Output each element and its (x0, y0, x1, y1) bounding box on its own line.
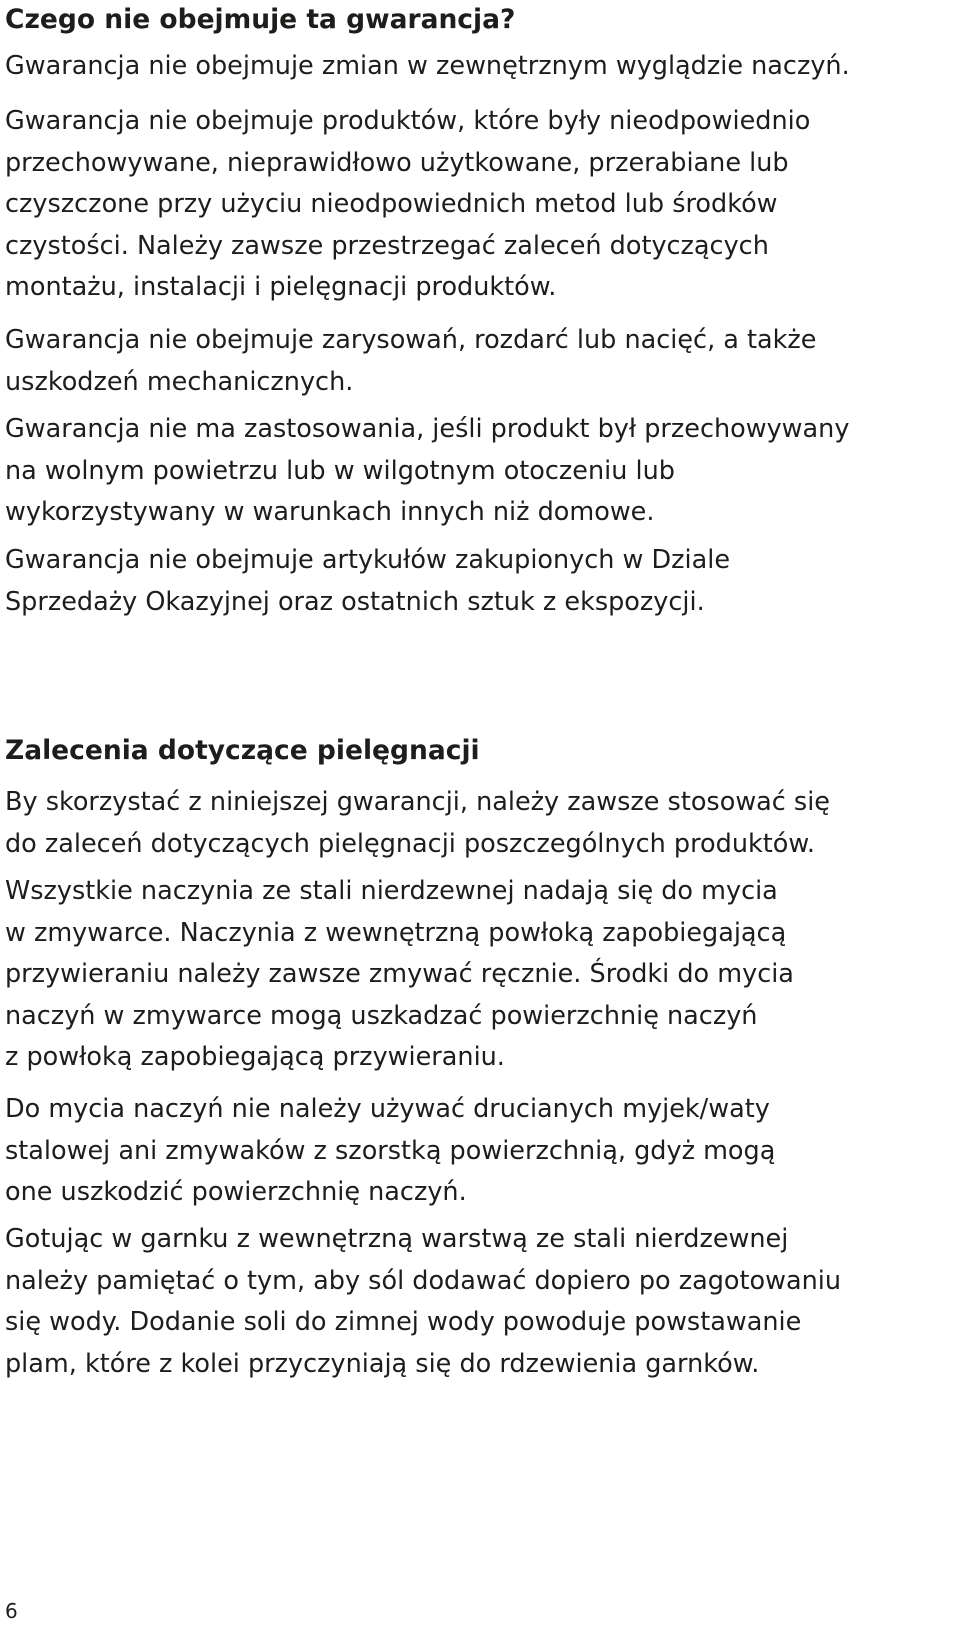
text-line: Gwarancja nie ma zastosowania, jeśli produkt był przechowywany (5, 414, 850, 444)
text-line: się wody. Dodanie soli do zimnej wody powoduje powstawanie (5, 1307, 802, 1337)
text-line: do zaleceń dotyczących pielęgnacji poszczególnych produktów. (5, 828, 815, 859)
text-line: Gwarancja nie obejmuje zarysowań, rozdarć lub nacięć, a także (5, 325, 817, 355)
text-line: By skorzystać z niniejszej gwarancji, należy zawsze stosować się (5, 787, 830, 817)
paragraph (5, 1219, 841, 1385)
paragraph (5, 1089, 775, 1214)
paragraph (5, 871, 794, 1079)
page-number: 6 (5, 1599, 18, 1623)
text-line: Gotując w garnku z wewnętrzną warstwą ze stali nierdzewnej (5, 1224, 789, 1254)
text-line: Gwarancja nie obejmuje zmian w zewnętrznym wyglądzie naczyń. (5, 51, 850, 81)
text-line: na wolnym powietrzu lub w wilgotnym otoczeniu lub (5, 455, 675, 486)
text-line: należy pamiętać o tym, aby sól dodawać dopiero po zagotowaniu (5, 1265, 842, 1296)
text-line: wykorzystywany w warunkach innych niż domowe. (5, 497, 655, 527)
text-line: Wszystkie naczynia ze stali nierdzewnej nadają się do mycia (5, 876, 778, 906)
text-line: naczyń w zmywarce mogą uszkadzać powierzchnię naczyń (5, 1000, 758, 1031)
text-line: przywieraniu należy zawsze zmywać ręcznie. Środki do mycia (5, 959, 794, 989)
paragraph (5, 782, 830, 865)
text-line: z powłoką zapobiegającą przywieraniu. (5, 1042, 505, 1072)
paragraph (5, 320, 816, 403)
section-heading-care-instructions: Zalecenia dotyczące pielęgnacji (5, 735, 480, 766)
text-line: czystości. Należy zawsze przestrzegać zaleceń dotyczących (5, 230, 769, 261)
paragraph (5, 540, 730, 623)
text-line: Gwarancja nie obejmuje produktów, które były nieodpowiednio (5, 106, 811, 136)
paragraph (5, 409, 849, 534)
text-line: Do mycia naczyń nie należy używać drucianych myjek/waty (5, 1094, 770, 1124)
text-line: Sprzedaży Okazyjnej oraz ostatnich sztuk z ekspozycji. (5, 586, 705, 617)
text-line: w zmywarce. Naczynia z wewnętrzną powłoką zapobiegającą (5, 917, 787, 948)
text-line: plam, które z kolei przyczyniają się do rdzewienia garnków. (5, 1348, 760, 1379)
text-line: one uszkodzić powierzchnię naczyń. (5, 1177, 467, 1207)
text-line: przechowywane, nieprawidłowo użytkowane, przerabiane lub (5, 147, 789, 178)
text-line: Gwarancja nie obejmuje artykułów zakupionych w Dziale (5, 545, 731, 575)
section-heading-warranty-exclusions: Czego nie obejmuje ta gwarancja? (5, 4, 516, 35)
text-line: montażu, instalacji i pielęgnacji produktów. (5, 272, 557, 302)
text-line: uszkodzeń mechanicznych. (5, 366, 354, 397)
text-line: czyszczone przy użyciu nieodpowiednich metod lub środków (5, 189, 778, 219)
paragraph (5, 101, 810, 309)
paragraph (5, 46, 850, 88)
text-line: stalowej ani zmywaków z szorstką powierzchnią, gdyż mogą (5, 1135, 776, 1166)
